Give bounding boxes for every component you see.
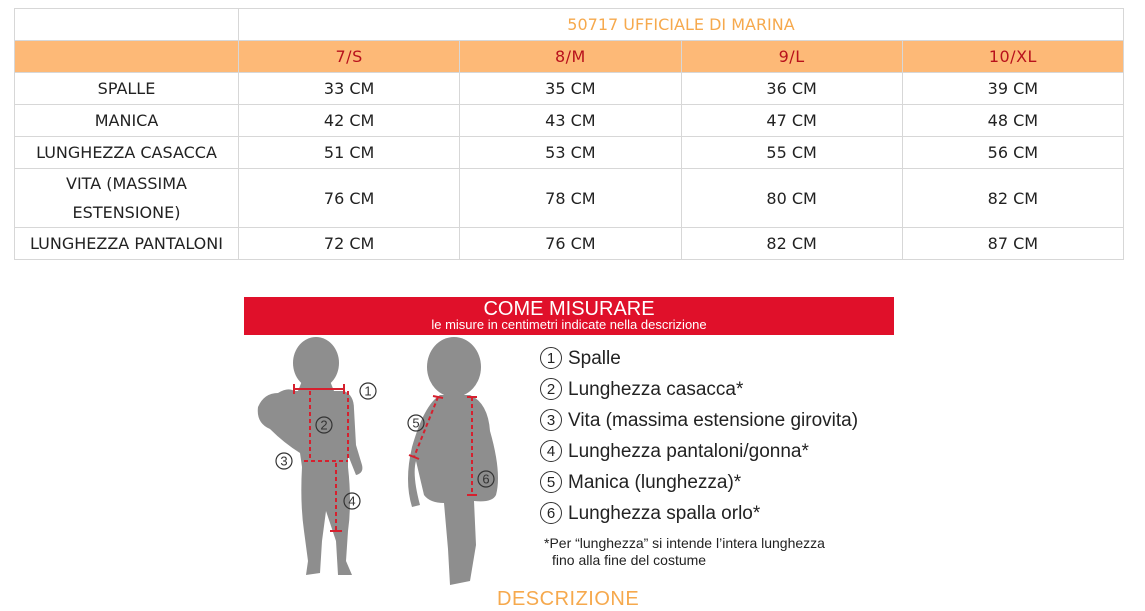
figure-label-3: 3 (280, 453, 288, 469)
table-cell: 48 CM (902, 105, 1123, 137)
size-header-7s: 7/S (239, 41, 460, 73)
number-circle-icon: 4 (540, 440, 562, 462)
row-label: MANICA (15, 105, 239, 137)
size-table (14, 8, 1124, 260)
table-cell: 51 CM (239, 137, 460, 169)
table-cell: 36 CM (681, 73, 902, 105)
size-header-9l: 9/L (681, 41, 902, 73)
guide-subtitle: le misure in centimetri indicate nella descrizione (431, 317, 707, 332)
table-cell: 39 CM (902, 73, 1123, 105)
row-label: VITA (MASSIMA ESTENSIONE) (15, 169, 239, 228)
table-cell: 43 CM (460, 105, 681, 137)
table-row-vita (15, 169, 1124, 228)
table-cell: 33 CM (239, 73, 460, 105)
row-label: LUNGHEZZA CASACCA (15, 137, 239, 169)
footnote-line-2: fino alla fine del costume (552, 552, 707, 568)
legend-item (540, 439, 858, 470)
legend-label: Spalle (568, 348, 621, 369)
number-circle-icon: 2 (540, 378, 562, 400)
header-blank-cell (15, 41, 239, 73)
number-circle-icon: 5 (540, 471, 562, 493)
measuring-guide (244, 297, 894, 599)
row-label: LUNGHEZZA PANTALONI (15, 228, 239, 260)
table-cell: 35 CM (460, 73, 681, 105)
legend-label: Manica (lunghezza)* (568, 472, 742, 493)
table-row-lunghezza-casacca (15, 137, 1124, 169)
figure-label-4: 4 (348, 493, 356, 509)
guide-banner (244, 297, 894, 335)
product-title: 50717 UFFICIALE DI MARINA (239, 9, 1124, 41)
footnote-line-1: *Per “lunghezza” si intende l’intera lunghezza (544, 535, 825, 551)
length-footnote (544, 535, 904, 569)
table-row-manica (15, 105, 1124, 137)
table-cell: 82 CM (681, 228, 902, 260)
number-circle-icon: 3 (540, 409, 562, 431)
table-cell: 80 CM (681, 169, 902, 228)
legend-item (540, 377, 858, 408)
table-cell: 72 CM (239, 228, 460, 260)
table-cell: 56 CM (902, 137, 1123, 169)
table-cell: 82 CM (902, 169, 1123, 228)
table-row-spalle (15, 73, 1124, 105)
table-cell: 42 CM (239, 105, 460, 137)
table-cell: 76 CM (239, 169, 460, 228)
figure-label-5: 5 (412, 415, 420, 431)
empty-corner-cell (15, 9, 239, 41)
table-cell: 47 CM (681, 105, 902, 137)
legend-item (540, 346, 858, 377)
row-label: SPALLE (15, 73, 239, 105)
figure-label-2: 2 (320, 417, 328, 433)
size-header-8m: 8/M (460, 41, 681, 73)
legend-label: Lunghezza pantaloni/gonna* (568, 441, 809, 462)
table-cell: 87 CM (902, 228, 1123, 260)
table-cell: 55 CM (681, 137, 902, 169)
guide-title: COME MISURARE (483, 298, 655, 320)
legend-item (540, 470, 858, 501)
legend-item (540, 408, 858, 439)
size-header-10xl: 10/XL (902, 41, 1123, 73)
legend-label: Lunghezza spalla orlo* (568, 503, 761, 524)
description-heading: DESCRIZIONE (497, 588, 640, 610)
figure-label-1: 1 (364, 383, 372, 399)
legend-item (540, 501, 858, 532)
table-row-lunghezza-pantaloni (15, 228, 1124, 260)
legend-label: Vita (massima estensione girovita) (568, 410, 859, 431)
number-circle-icon: 6 (540, 502, 562, 524)
girl-silhouette (408, 337, 498, 585)
table-cell: 53 CM (460, 137, 681, 169)
table-title-row (15, 9, 1124, 41)
figure-label-6: 6 (482, 471, 490, 487)
child-silhouettes-illustration (244, 335, 524, 599)
table-cell: 78 CM (460, 169, 681, 228)
measurement-legend (540, 346, 858, 532)
table-cell: 76 CM (460, 228, 681, 260)
number-circle-icon: 1 (540, 347, 562, 369)
legend-label: Lunghezza casacca* (568, 379, 744, 400)
size-header-row (15, 41, 1124, 73)
